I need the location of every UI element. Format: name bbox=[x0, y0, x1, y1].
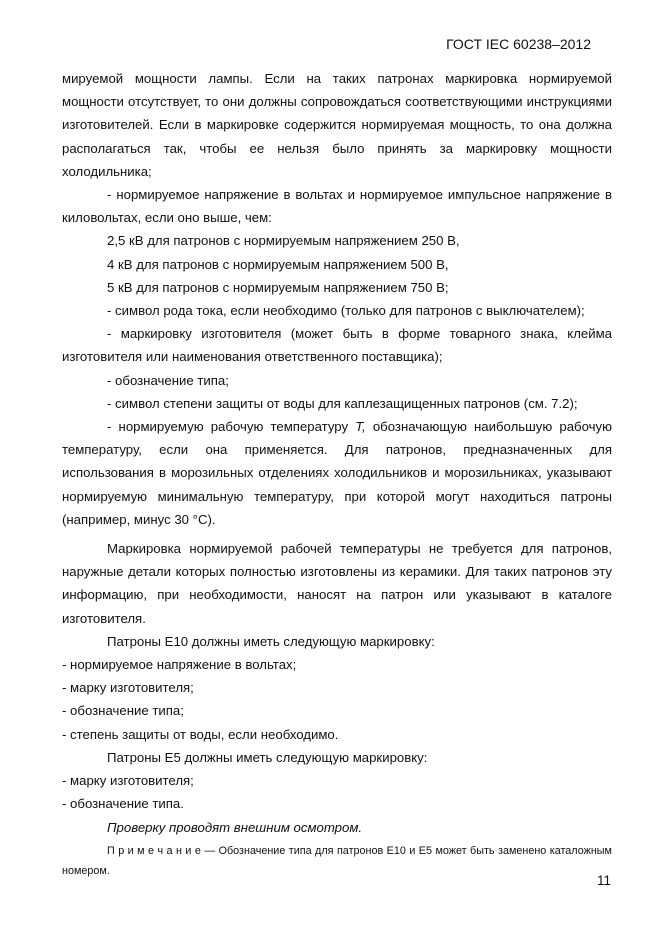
document-code: ГОСТ IEC 60238–2012 bbox=[446, 36, 591, 52]
note-label: П р и м е ч а н и е bbox=[107, 844, 201, 857]
page-body bbox=[62, 67, 612, 881]
temperature-text-start: - нормируемую рабочую температуру bbox=[107, 419, 356, 435]
e10-item: - обозначение типа; bbox=[62, 703, 184, 719]
voltage-line-750: 5 кВ для патронов с нормируемым напряжением 750 В; bbox=[107, 279, 449, 295]
voltage-line-250: 2,5 кВ для патронов с нормируемым напряжением 250 В, bbox=[107, 233, 460, 249]
page-number: 11 bbox=[596, 873, 611, 888]
list-item-voltage: - нормируемое напряжение в вольтах и нормируемое импульсное напряжение в киловольтах, если оно выше, чем: bbox=[62, 187, 612, 226]
note bbox=[62, 841, 612, 881]
list-item-manufacturer-mark: - маркировку изготовителя (может быть в форме товарного знака, клейма изготовителя или наименования ответственного поставщика); bbox=[62, 326, 612, 365]
note-text: — Обозначение типа для патронов Е10 и Е5 может быть заменено каталожным номером. bbox=[62, 844, 612, 877]
list-item-current-symbol: - символ рода тока, если необходимо (только для патронов с выключателем); bbox=[107, 303, 585, 319]
list-item-type: - обозначение типа; bbox=[107, 372, 229, 388]
temperature-symbol: T, bbox=[355, 419, 366, 435]
list-item-temperature bbox=[62, 415, 612, 531]
paragraph-continuation: мируемой мощности лампы. Если на таких патронах маркировка нормируемой мощности отсутствует, то они должны сопровождаться соответствующими инструкциями изготовителей. Если в маркировке содержится нормируемая мощность, то она должна располагаться так, чтобы ее нельзя было принять за маркировку мощности холодильника; bbox=[62, 71, 612, 179]
paragraph-ceramic: Маркировка нормируемой рабочей температуры не требуется для патронов, наружные детали которых полностью изготовлены из керамики. Для таких патронов эту информацию, при необходимости, наносят на патрон или указывают в каталоге изготовителя. bbox=[62, 541, 612, 626]
e10-item: - нормируемое напряжение в вольтах; bbox=[62, 657, 297, 673]
temperature-text-end: обозначающую наибольшую рабочую температуру, если она применяется. Для патронов, предназначенных для использования в морозильных отделениях холодильников и морозильниках, указывают нормируемую минимальную температуру, при которой могут находиться патроны (например, минус 30 °С). bbox=[62, 419, 612, 527]
e5-title: Патроны Е5 должны иметь следующую маркировку: bbox=[107, 749, 428, 765]
voltage-line-500: 4 кВ для патронов с нормируемым напряжением 500 В, bbox=[107, 256, 449, 272]
e5-item: - обозначение типа. bbox=[62, 796, 184, 812]
e10-title: Патроны Е10 должны иметь следующую маркировку: bbox=[107, 633, 435, 649]
e10-item: - степень защиты от воды, если необходимо. bbox=[62, 726, 339, 742]
verification-statement: Проверку проводят внешним осмотром. bbox=[107, 819, 363, 835]
list-item-protection-symbol: - символ степени защиты от воды для каплезащищенных патронов (см. 7.2); bbox=[107, 395, 578, 411]
e5-item: - марку изготовителя; bbox=[62, 773, 194, 789]
e10-item: - марку изготовителя; bbox=[62, 680, 194, 696]
